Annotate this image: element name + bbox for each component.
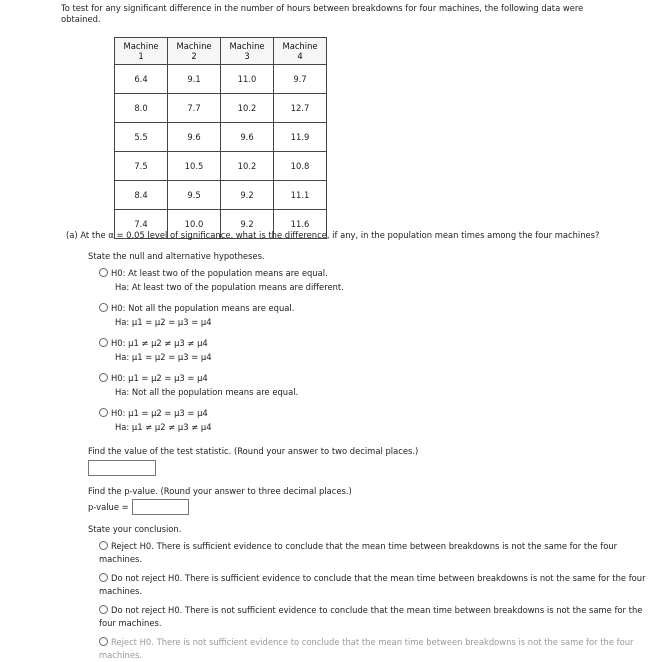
- conclusion-option-3[interactable]: Do not reject H0. There is not sufficient evidence to conclude that the mean time between breakdowns is not the same for the four machines.: [99, 605, 643, 628]
- conclusion-option-2[interactable]: Do not reject H0. There is sufficient evidence to conclude that the mean time between breakdowns is not the same for the four machines.: [99, 573, 646, 596]
- hypothesis-option-1-ha: Ha: At least two of the population means are different.: [115, 282, 344, 292]
- table-row: 7.5 10.5 10.2 10.8: [115, 152, 327, 181]
- question-a: (a) At the α = 0.05 level of significance, what is the difference, if any, in the population mean times among the four machines?: [66, 230, 600, 240]
- hypothesis-option-1[interactable]: H0: At least two of the population means are equal.: [99, 268, 328, 279]
- table-row: 8.0 7.7 10.2 12.7: [115, 94, 327, 123]
- header-machine-3: Machine 3: [221, 38, 274, 65]
- conclusion-prompt: State your conclusion.: [88, 524, 182, 534]
- conclusion-option-4[interactable]: Reject H0. There is not sufficient evidence to conclude that the mean time between breakdowns is not the same for the four machines.: [99, 637, 634, 660]
- table-row: 5.5 9.6 9.6 11.9: [115, 123, 327, 152]
- radio-icon[interactable]: [99, 303, 108, 312]
- test-statistic-prompt: Find the value of the test statistic. (Round your answer to two decimal places.): [88, 446, 419, 456]
- hypothesis-option-5[interactable]: H0: μ1 = μ2 = μ3 = μ4: [99, 408, 208, 419]
- radio-icon[interactable]: [99, 338, 108, 347]
- p-value-prompt: Find the p-value. (Round your answer to three decimal places.): [88, 486, 352, 496]
- radio-icon[interactable]: [99, 373, 108, 382]
- radio-icon[interactable]: [99, 408, 108, 417]
- radio-icon[interactable]: [99, 573, 108, 582]
- intro-text: To test for any significant difference in the number of hours between breakdowns for four machines, the following data were obtained.: [61, 3, 584, 24]
- hypothesis-option-5-ha: Ha: μ1 ≠ μ2 ≠ μ3 ≠ μ4: [115, 422, 212, 432]
- test-statistic-input[interactable]: [88, 460, 156, 476]
- table-header-row: [115, 38, 327, 65]
- header-machine-1: Machine 1: [115, 38, 168, 65]
- hypothesis-option-2[interactable]: H0: Not all the population means are equal.: [99, 303, 294, 314]
- radio-icon[interactable]: [99, 541, 108, 550]
- conclusion-option-1[interactable]: Reject H0. There is sufficient evidence to conclude that the mean time between breakdowns is not the same for the four machines.: [99, 541, 618, 564]
- hypothesis-option-2-ha: Ha: μ1 = μ2 = μ3 = μ4: [115, 317, 212, 327]
- header-machine-4: Machine 4: [274, 38, 327, 65]
- hypothesis-option-3[interactable]: H0: μ1 ≠ μ2 ≠ μ3 ≠ μ4: [99, 338, 208, 349]
- radio-icon[interactable]: [99, 605, 108, 614]
- hypothesis-option-4-ha: Ha: Not all the population means are equal.: [115, 387, 299, 397]
- hypothesis-option-4[interactable]: H0: μ1 = μ2 = μ3 = μ4: [99, 373, 208, 384]
- p-value-input[interactable]: [132, 499, 189, 515]
- hypothesis-option-3-ha: Ha: μ1 = μ2 = μ3 = μ4: [115, 352, 212, 362]
- table-row: 7.4 10.0 9.2 11.6: [115, 210, 327, 239]
- table-row: 6.4 9.1 11.0 9.7: [115, 65, 327, 94]
- hypotheses-prompt: State the null and alternative hypotheses.: [88, 251, 265, 261]
- radio-icon[interactable]: [99, 268, 108, 277]
- p-value-label: p-value =: [88, 502, 129, 512]
- table-row: 8.4 9.5 9.2 11.1: [115, 181, 327, 210]
- machine-data-table: [114, 37, 327, 239]
- header-machine-2: Machine 2: [168, 38, 221, 65]
